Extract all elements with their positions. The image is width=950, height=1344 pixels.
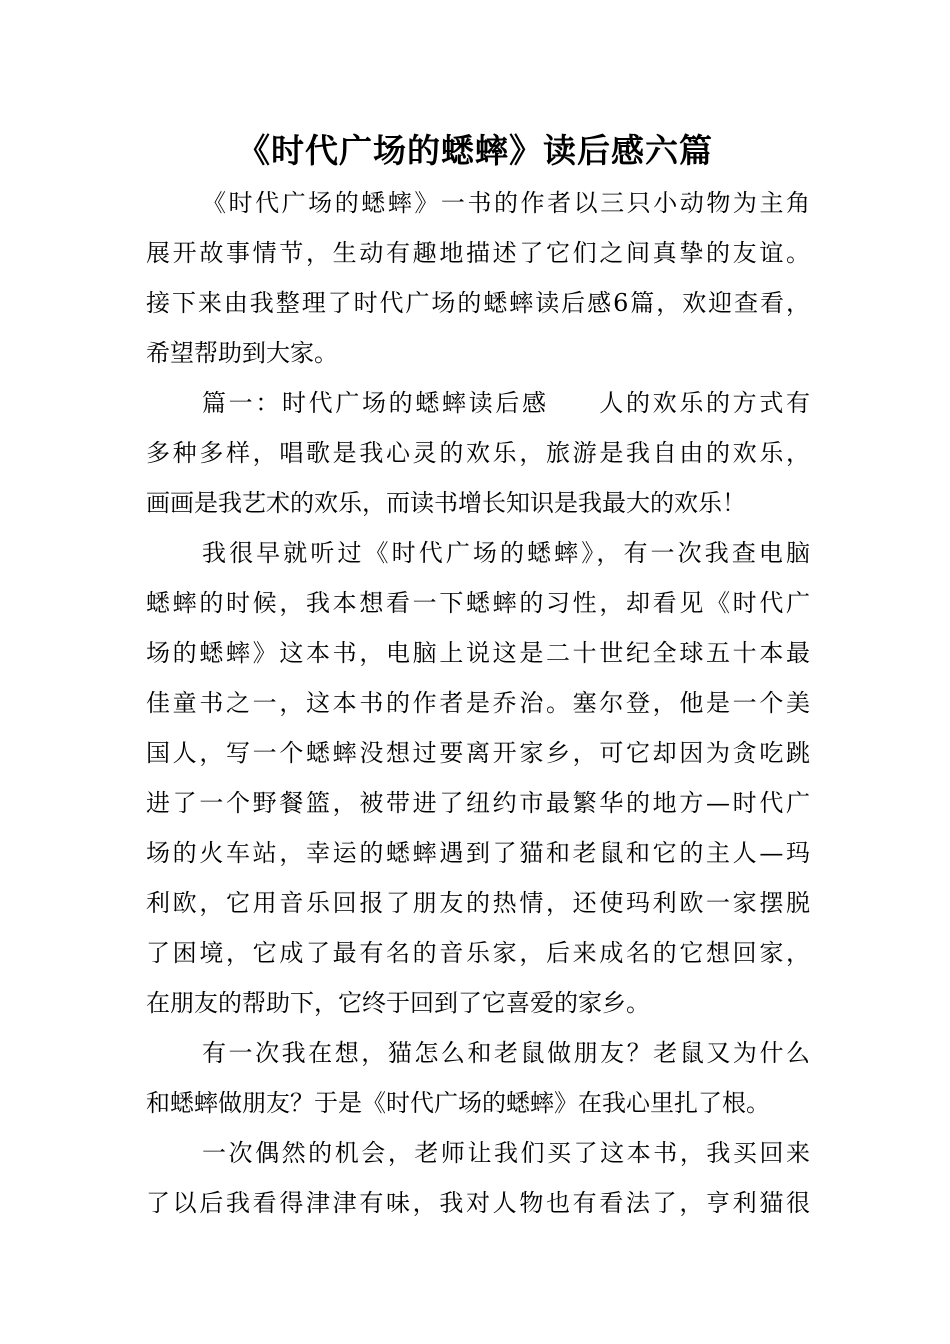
text-line: 接下来由我整理了时代广场的蟋蟀读后感6篇，欢迎查看， (146, 289, 810, 317)
text-line: 有一次我在想，猫怎么和老鼠做朋友？老鼠又为什么 (202, 1039, 810, 1067)
text-line: 佳童书之一，这本书的作者是乔治。塞尔登，他是一个美 (146, 689, 810, 717)
document-title: 《时代广场的蟋蟀》读后感六篇 (237, 131, 713, 170)
document-body (146, 178, 810, 1228)
text-line: 和蟋蟀做朋友？于是《时代广场的蟋蟀》在我心里扎了根。 (146, 1089, 770, 1117)
text-line: 国人，写一个蟋蟀没想过要离开家乡，可它却因为贪吃跳 (146, 739, 810, 767)
chapter-first-line: 人的欢乐的方式有 (596, 389, 811, 417)
text-line: 画画是我艺术的欢乐，而读书增长知识是我最大的欢乐！ (146, 489, 746, 517)
text-line (202, 378, 810, 428)
paragraph-question (146, 1028, 810, 1128)
text-line: 我很早就听过《时代广场的蟋蟀》，有一次我查电脑 (202, 539, 810, 567)
chapter-heading: 篇一：时代广场的蟋蟀读后感 (202, 389, 549, 417)
text-line: 展开故事情节，生动有趣地描述了它们之间真挚的友谊。 (146, 239, 810, 267)
text-line: 了以后我看得津津有味，我对人物也有看法了，亨利猫很 (146, 1189, 810, 1217)
paragraph-story (146, 528, 810, 1028)
text-line: 《时代广场的蟋蟀》一书的作者以三只小动物为主角 (202, 189, 810, 217)
text-line: 场的蟋蟀》这本书，电脑上说这是二十世纪全球五十本最 (146, 639, 810, 667)
text-line: 场的火车站，幸运的蟋蟀遇到了猫和老鼠和它的主人—玛 (146, 839, 810, 867)
text-line: 了困境，它成了最有名的音乐家，后来成名的它想回家， (146, 939, 810, 967)
text-line: 希望帮助到大家。 (146, 339, 338, 367)
text-line: 在朋友的帮助下，它终于回到了它喜爱的家乡。 (146, 989, 650, 1017)
paragraph-opportunity (146, 1128, 810, 1228)
paragraph-chapter-one (146, 378, 810, 528)
text-line: 多种多样，唱歌是我心灵的欢乐，旅游是我自由的欢乐， (146, 439, 810, 467)
text-line: 一次偶然的机会，老师让我们买了这本书，我买回来 (202, 1139, 810, 1167)
text-line: 利欧，它用音乐回报了朋友的热情，还使玛利欧一家摆脱 (146, 889, 810, 917)
text-line: 进了一个野餐篮，被带进了纽约市最繁华的地方—时代广 (146, 789, 810, 817)
text-line: 蟋蟀的时候，我本想看一下蟋蟀的习性，却看见《时代广 (146, 589, 810, 617)
paragraph-intro (146, 178, 810, 378)
